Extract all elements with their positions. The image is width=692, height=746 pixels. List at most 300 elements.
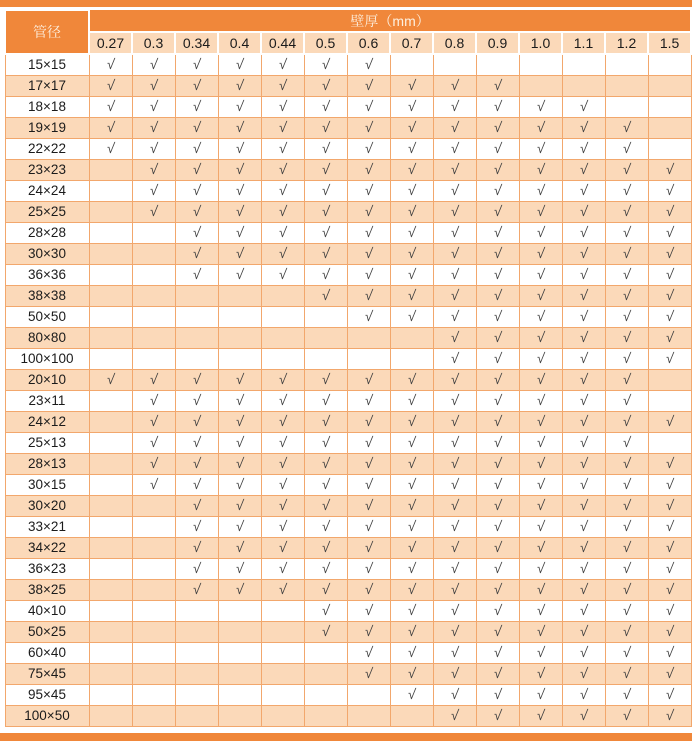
check-cell <box>562 201 605 222</box>
check-mark: √ <box>320 602 331 618</box>
check-mark: √ <box>406 308 417 324</box>
empty-cell <box>89 558 132 579</box>
check-mark: √ <box>234 434 245 450</box>
table-row <box>5 264 691 285</box>
check-cell <box>218 243 261 264</box>
check-mark: √ <box>535 161 546 177</box>
check-cell <box>218 75 261 96</box>
check-mark: √ <box>664 686 675 702</box>
check-cell <box>648 705 691 726</box>
check-mark: √ <box>406 539 417 555</box>
check-cell <box>390 180 433 201</box>
check-mark: √ <box>492 224 503 240</box>
table-row <box>5 243 691 264</box>
check-mark: √ <box>664 623 675 639</box>
check-cell <box>89 117 132 138</box>
check-cell <box>175 75 218 96</box>
empty-cell <box>648 96 691 117</box>
check-cell <box>433 705 476 726</box>
check-mark: √ <box>320 413 331 429</box>
check-cell <box>175 369 218 390</box>
check-mark: √ <box>406 203 417 219</box>
table-row <box>5 369 691 390</box>
check-cell <box>433 537 476 558</box>
check-mark: √ <box>320 56 331 73</box>
check-cell <box>433 264 476 285</box>
check-mark: √ <box>664 350 675 366</box>
check-cell <box>347 495 390 516</box>
check-cell <box>175 264 218 285</box>
check-cell <box>433 285 476 306</box>
check-mark: √ <box>664 182 675 198</box>
check-mark: √ <box>406 455 417 471</box>
check-mark: √ <box>363 182 374 198</box>
check-mark: √ <box>320 203 331 219</box>
check-cell <box>476 495 519 516</box>
table-row <box>5 642 691 663</box>
empty-cell <box>89 411 132 432</box>
check-cell <box>390 75 433 96</box>
check-mark: √ <box>492 329 503 345</box>
check-cell <box>519 264 562 285</box>
check-cell <box>476 558 519 579</box>
check-mark: √ <box>535 245 546 261</box>
check-cell <box>433 579 476 600</box>
check-mark: √ <box>664 287 675 303</box>
check-cell <box>261 180 304 201</box>
check-mark: √ <box>621 308 632 324</box>
check-mark: √ <box>320 476 331 492</box>
empty-cell <box>648 369 691 390</box>
check-mark: √ <box>664 224 675 240</box>
check-cell <box>261 159 304 180</box>
check-mark: √ <box>191 455 202 471</box>
check-mark: √ <box>148 371 159 387</box>
check-cell <box>390 642 433 663</box>
check-cell <box>433 663 476 684</box>
check-cell <box>390 390 433 411</box>
check-mark: √ <box>535 308 546 324</box>
pipe-size-cell: 50×50 <box>5 306 89 327</box>
check-mark: √ <box>578 413 589 429</box>
pipe-size-cell: 50×25 <box>5 621 89 642</box>
pipe-size-cell: 24×24 <box>5 180 89 201</box>
pipe-size-cell: 30×20 <box>5 495 89 516</box>
check-cell <box>476 621 519 642</box>
check-mark: √ <box>492 581 503 597</box>
check-cell <box>433 495 476 516</box>
check-cell <box>519 201 562 222</box>
check-cell <box>519 159 562 180</box>
check-mark: √ <box>320 623 331 639</box>
check-cell <box>605 201 648 222</box>
check-mark: √ <box>578 476 589 492</box>
check-cell <box>175 138 218 159</box>
check-cell <box>347 663 390 684</box>
thickness-col-header: 0.7 <box>390 32 433 54</box>
check-cell <box>218 537 261 558</box>
check-mark: √ <box>621 623 632 639</box>
check-mark: √ <box>191 266 202 282</box>
check-cell <box>476 432 519 453</box>
check-mark: √ <box>191 518 202 534</box>
check-mark: √ <box>535 329 546 345</box>
empty-cell <box>89 180 132 201</box>
empty-cell <box>218 684 261 705</box>
check-mark: √ <box>191 77 202 93</box>
check-mark: √ <box>578 707 589 723</box>
check-mark: √ <box>535 266 546 282</box>
check-cell <box>648 285 691 306</box>
empty-cell <box>89 705 132 726</box>
check-cell <box>132 369 175 390</box>
check-mark: √ <box>449 266 460 282</box>
check-mark: √ <box>664 665 675 681</box>
check-cell <box>519 285 562 306</box>
check-cell <box>175 579 218 600</box>
check-cell <box>605 453 648 474</box>
empty-cell <box>648 54 691 75</box>
check-mark: √ <box>320 266 331 282</box>
check-mark: √ <box>363 497 374 513</box>
check-cell <box>648 579 691 600</box>
thickness-col-header: 1.0 <box>519 32 562 54</box>
check-mark: √ <box>578 119 589 135</box>
empty-cell <box>132 705 175 726</box>
check-cell <box>89 138 132 159</box>
check-mark: √ <box>492 266 503 282</box>
check-mark: √ <box>492 350 503 366</box>
check-mark: √ <box>535 497 546 513</box>
check-mark: √ <box>535 413 546 429</box>
check-cell <box>519 663 562 684</box>
empty-cell <box>304 684 347 705</box>
check-cell <box>562 642 605 663</box>
check-mark: √ <box>191 581 202 597</box>
check-cell <box>562 411 605 432</box>
empty-cell <box>175 621 218 642</box>
pipe-size-cell: 60×40 <box>5 642 89 663</box>
empty-cell <box>648 138 691 159</box>
check-cell <box>648 474 691 495</box>
check-mark: √ <box>578 350 589 366</box>
table-row <box>5 138 691 159</box>
check-cell <box>347 54 390 75</box>
check-mark: √ <box>406 686 417 702</box>
check-mark: √ <box>234 455 245 471</box>
empty-cell <box>132 579 175 600</box>
check-cell <box>562 117 605 138</box>
check-cell <box>519 474 562 495</box>
check-cell <box>476 684 519 705</box>
check-mark: √ <box>492 98 503 114</box>
check-cell <box>433 474 476 495</box>
check-mark: √ <box>578 182 589 198</box>
check-mark: √ <box>492 518 503 534</box>
check-cell <box>476 579 519 600</box>
check-cell <box>175 180 218 201</box>
empty-cell <box>175 642 218 663</box>
check-mark: √ <box>449 476 460 492</box>
check-mark: √ <box>449 308 460 324</box>
check-cell <box>476 411 519 432</box>
empty-cell <box>390 54 433 75</box>
check-mark: √ <box>535 98 546 114</box>
pipe-size-cell: 38×25 <box>5 579 89 600</box>
empty-cell <box>132 642 175 663</box>
check-mark: √ <box>492 497 503 513</box>
check-mark: √ <box>492 119 503 135</box>
empty-cell <box>89 663 132 684</box>
empty-cell <box>132 327 175 348</box>
check-cell <box>433 621 476 642</box>
check-cell <box>648 642 691 663</box>
check-mark: √ <box>578 686 589 702</box>
check-mark: √ <box>578 497 589 513</box>
check-cell <box>605 663 648 684</box>
check-cell <box>390 453 433 474</box>
empty-cell <box>218 285 261 306</box>
check-cell <box>390 537 433 558</box>
check-mark: √ <box>621 266 632 282</box>
check-cell <box>261 96 304 117</box>
check-cell <box>605 306 648 327</box>
check-cell <box>390 663 433 684</box>
check-mark: √ <box>492 182 503 198</box>
check-mark: √ <box>406 77 417 93</box>
check-cell <box>433 348 476 369</box>
check-mark: √ <box>406 161 417 177</box>
check-mark: √ <box>363 77 374 93</box>
table-row <box>5 159 691 180</box>
check-mark: √ <box>578 644 589 660</box>
check-mark: √ <box>105 119 116 135</box>
check-cell <box>433 432 476 453</box>
empty-cell <box>132 558 175 579</box>
check-mark: √ <box>535 434 546 450</box>
check-mark: √ <box>449 119 460 135</box>
check-cell <box>519 117 562 138</box>
thickness-col-header: 0.44 <box>261 32 304 54</box>
check-cell <box>304 432 347 453</box>
check-mark: √ <box>449 140 460 156</box>
check-cell <box>175 390 218 411</box>
check-mark: √ <box>621 245 632 261</box>
empty-cell <box>89 537 132 558</box>
check-mark: √ <box>621 287 632 303</box>
check-mark: √ <box>578 161 589 177</box>
check-mark: √ <box>621 686 632 702</box>
empty-cell <box>261 600 304 621</box>
check-cell <box>390 432 433 453</box>
table-row <box>5 117 691 138</box>
check-mark: √ <box>449 245 460 261</box>
check-mark: √ <box>191 56 202 73</box>
check-cell <box>562 96 605 117</box>
check-mark: √ <box>578 665 589 681</box>
check-mark: √ <box>363 308 374 324</box>
check-mark: √ <box>621 119 632 135</box>
check-mark: √ <box>105 140 116 156</box>
check-cell <box>261 243 304 264</box>
check-mark: √ <box>363 56 374 73</box>
check-cell <box>390 222 433 243</box>
pipe-wall-thickness-table <box>4 9 692 727</box>
check-mark: √ <box>535 287 546 303</box>
check-mark: √ <box>535 140 546 156</box>
check-mark: √ <box>578 203 589 219</box>
check-cell <box>347 558 390 579</box>
check-cell <box>218 201 261 222</box>
check-cell <box>261 579 304 600</box>
check-mark: √ <box>449 413 460 429</box>
empty-cell <box>89 222 132 243</box>
check-mark: √ <box>277 413 288 429</box>
check-cell <box>304 579 347 600</box>
check-cell <box>648 264 691 285</box>
check-cell <box>132 117 175 138</box>
check-cell <box>304 600 347 621</box>
check-cell <box>347 285 390 306</box>
check-mark: √ <box>363 644 374 660</box>
check-mark: √ <box>148 77 159 93</box>
wall-thickness-group-header: 壁厚（mm） <box>89 10 691 32</box>
check-mark: √ <box>406 140 417 156</box>
header-row-group <box>5 10 691 32</box>
check-mark: √ <box>191 413 202 429</box>
check-cell <box>519 327 562 348</box>
check-mark: √ <box>621 497 632 513</box>
check-mark: √ <box>492 434 503 450</box>
check-mark: √ <box>621 665 632 681</box>
check-mark: √ <box>664 539 675 555</box>
check-mark: √ <box>492 308 503 324</box>
check-mark: √ <box>191 182 202 198</box>
check-mark: √ <box>363 98 374 114</box>
check-mark: √ <box>277 539 288 555</box>
pipe-size-cell: 15×15 <box>5 54 89 75</box>
check-mark: √ <box>234 413 245 429</box>
check-mark: √ <box>234 203 245 219</box>
check-cell <box>347 579 390 600</box>
check-mark: √ <box>664 518 675 534</box>
check-cell <box>476 180 519 201</box>
check-cell <box>347 600 390 621</box>
check-cell <box>175 117 218 138</box>
check-mark: √ <box>406 287 417 303</box>
check-cell <box>390 138 433 159</box>
check-mark: √ <box>277 140 288 156</box>
check-cell <box>132 390 175 411</box>
check-mark: √ <box>449 665 460 681</box>
check-mark: √ <box>148 476 159 492</box>
check-cell <box>390 264 433 285</box>
check-mark: √ <box>320 287 331 303</box>
check-cell <box>261 369 304 390</box>
check-mark: √ <box>406 119 417 135</box>
table-row <box>5 495 691 516</box>
check-mark: √ <box>492 539 503 555</box>
check-mark: √ <box>492 140 503 156</box>
check-cell <box>562 663 605 684</box>
table-row <box>5 180 691 201</box>
check-mark: √ <box>277 203 288 219</box>
check-cell <box>304 285 347 306</box>
check-cell <box>476 453 519 474</box>
check-cell <box>433 138 476 159</box>
empty-cell <box>519 54 562 75</box>
check-mark: √ <box>578 581 589 597</box>
table-row <box>5 432 691 453</box>
check-mark: √ <box>234 119 245 135</box>
check-mark: √ <box>664 560 675 576</box>
check-mark: √ <box>191 539 202 555</box>
check-cell <box>519 495 562 516</box>
check-mark: √ <box>578 140 589 156</box>
check-cell <box>304 138 347 159</box>
check-cell <box>476 474 519 495</box>
check-mark: √ <box>406 182 417 198</box>
check-mark: √ <box>449 581 460 597</box>
empty-cell <box>89 432 132 453</box>
check-mark: √ <box>535 392 546 408</box>
check-cell <box>390 516 433 537</box>
empty-cell <box>218 705 261 726</box>
table-row <box>5 348 691 369</box>
check-cell <box>347 306 390 327</box>
table-row <box>5 474 691 495</box>
check-mark: √ <box>492 623 503 639</box>
check-mark: √ <box>492 476 503 492</box>
check-cell <box>562 264 605 285</box>
check-cell <box>347 180 390 201</box>
check-mark: √ <box>277 77 288 93</box>
check-cell <box>562 474 605 495</box>
check-cell <box>218 558 261 579</box>
check-mark: √ <box>234 224 245 240</box>
check-cell <box>605 705 648 726</box>
check-cell <box>562 348 605 369</box>
check-cell <box>261 54 304 75</box>
check-mark: √ <box>492 203 503 219</box>
check-mark: √ <box>578 560 589 576</box>
check-cell <box>304 474 347 495</box>
pipe-size-cell: 28×28 <box>5 222 89 243</box>
check-mark: √ <box>621 476 632 492</box>
check-mark: √ <box>578 602 589 618</box>
pipe-size-cell: 25×13 <box>5 432 89 453</box>
check-cell <box>605 642 648 663</box>
check-mark: √ <box>449 434 460 450</box>
empty-cell <box>132 537 175 558</box>
table-row <box>5 222 691 243</box>
check-mark: √ <box>406 644 417 660</box>
pipe-size-cell: 18×18 <box>5 96 89 117</box>
empty-cell <box>132 285 175 306</box>
empty-cell <box>89 621 132 642</box>
empty-cell <box>89 348 132 369</box>
check-cell <box>304 180 347 201</box>
check-mark: √ <box>578 308 589 324</box>
check-cell <box>175 537 218 558</box>
check-cell <box>605 180 648 201</box>
check-mark: √ <box>492 245 503 261</box>
check-mark: √ <box>406 518 417 534</box>
pipe-size-cell: 100×100 <box>5 348 89 369</box>
check-cell <box>562 684 605 705</box>
check-mark: √ <box>277 455 288 471</box>
check-cell <box>132 96 175 117</box>
